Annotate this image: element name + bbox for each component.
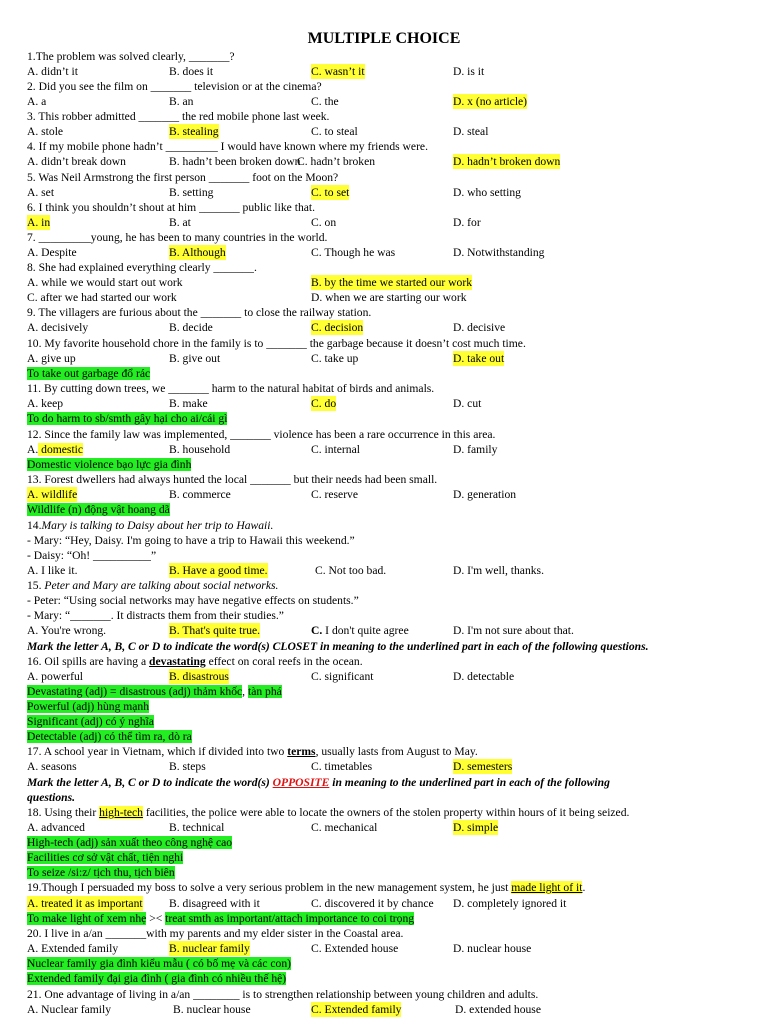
option-a-answer: A. domestic — [27, 443, 84, 456]
question-17-stem: 17. A school year in Vietnam, which if divided into two terms, usually lasts from August to May. — [27, 745, 478, 758]
section-instruction: Mark the letter A, B, C or D to indicate the word(s) OPPOSITE in meaning to the underlined part in each of the following — [27, 776, 610, 789]
option-d: D. I'm not sure about that. — [453, 624, 574, 637]
question-15-options — [27, 623, 747, 638]
option-a: A. seasons — [27, 760, 77, 773]
question-15-intro: 15. Peter and Mary are talking about social networks. — [27, 579, 279, 592]
question-19-stem: 19.Though I persuaded my boss to solve a very serious problem in the new management system, he just made light of it. — [27, 881, 586, 894]
option-b: B. does it — [169, 65, 214, 78]
option-d-answer: D. take out — [453, 352, 505, 365]
question-3-options — [27, 124, 747, 139]
vocab-note: Powerful (adj) hùng mạnh — [27, 700, 150, 713]
option-a-answer: A. in — [27, 216, 51, 229]
vocab-note: Facilities cơ sở vật chất, tiện nghi — [27, 851, 184, 864]
option-b-answer: B. nuclear family — [169, 942, 250, 955]
keyword-opposite: OPPOSITE — [272, 776, 330, 789]
option-b: B. decide — [169, 321, 213, 334]
vocab-note: High-tech (adj) sản xuất theo công nghệ cao — [27, 836, 233, 849]
option-d: D. Notwithstanding — [453, 246, 545, 259]
option-c-answer: C. do — [311, 397, 337, 410]
question-8-options-row1 — [27, 275, 747, 290]
question-18-stem: 18. Using their high-tech facilities, the police were able to locate the owners of the stolen property within hours of it being seized. — [27, 806, 630, 819]
section-instruction-cont: questions. — [27, 791, 75, 804]
question-6-options — [27, 215, 747, 230]
question-20-stem: 20. I live in a/an _______with my parents and my elder sister in the Coastal area. — [27, 927, 404, 940]
option-a-answer: A. treated it as important — [27, 897, 143, 910]
option-b-answer: B. Have a good time. — [169, 564, 268, 577]
option-d: D. I'm well, thanks. — [453, 564, 544, 577]
option-d: D. is it — [453, 65, 485, 78]
question-12-stem: 12. Since the family law was implemented, _______ violence has been a rare occurrence in this area. — [27, 428, 496, 441]
option-a: A. You're wrong. — [27, 624, 107, 637]
option-c: C. to steal — [311, 125, 358, 138]
question-13-options — [27, 487, 747, 502]
question-8-options-row2 — [27, 290, 747, 305]
question-8-stem: 8. She had explained everything clearly _______. — [27, 261, 257, 274]
option-b: B. setting — [169, 186, 214, 199]
option-d: D. when we are starting our work — [311, 291, 467, 304]
option-a: A. powerful — [27, 670, 84, 683]
option-b: B. give out — [169, 352, 221, 365]
underlined-word: devastating — [149, 655, 206, 668]
option-a-answer: A. wildlife — [27, 488, 78, 501]
question-7-options — [27, 245, 747, 260]
vocab-note: To take out garbage đổ rác — [27, 367, 151, 380]
option-c: C. Extended house — [311, 942, 399, 955]
vocab-note: Domestic violence bạo lực gia đình — [27, 458, 192, 471]
vocab-note: Significant (adj) có ý nghĩa — [27, 715, 154, 728]
option-c: C. I don't quite agree — [311, 624, 409, 637]
option-b: B. an — [169, 95, 194, 108]
section-instruction: Mark the letter A, B, C or D to indicate the word(s) CLOSET in meaning to the underlined part in each of the following questions. — [27, 640, 649, 653]
option-d: D. steal — [453, 125, 489, 138]
option-b-answer: B. by the time we started our work — [311, 276, 472, 289]
question-10-stem: 10. My favorite household chore in the family is to _______ the garbage because it doesn’t cost much time. — [27, 337, 526, 350]
option-c: C. after we had started our work — [27, 291, 177, 304]
question-2-options — [27, 94, 747, 109]
question-10-options — [27, 351, 747, 366]
option-c: C. mechanical — [311, 821, 378, 834]
option-d-answer: D. x (no article) — [453, 95, 528, 108]
question-20-options — [27, 941, 747, 956]
option-c: C. Though he was — [311, 246, 396, 259]
option-b: B. disagreed with it — [169, 897, 260, 910]
question-6-stem: 6. I think you shouldn’t shout at him _______ public like that. — [27, 201, 316, 214]
option-d: D. generation — [453, 488, 517, 501]
question-4-options — [27, 154, 747, 169]
option-b: B. nuclear house — [173, 1003, 251, 1016]
option-c-answer: C. Extended family — [311, 1003, 402, 1016]
option-d: D. cut — [453, 397, 482, 410]
option-c: C. timetables — [311, 760, 373, 773]
question-16-stem: 16. Oil spills are having a devastating effect on coral reefs in the ocean. — [27, 655, 363, 668]
question-11-stem: 11. By cutting down trees, we _______ harm to the natural habitat of birds and animals. — [27, 382, 435, 395]
option-d: D. decisive — [453, 321, 506, 334]
option-d: D. for — [453, 216, 481, 229]
question-5-options — [27, 185, 747, 200]
option-a: A. Despite — [27, 246, 77, 259]
dialogue-line: - Mary: “_______. It distracts them from their studies.” — [27, 609, 284, 622]
vocab-note: Extended family đại gia đình ( gia đình có nhiều thế hệ) — [27, 972, 287, 985]
page-title: MULTIPLE CHOICE — [307, 30, 461, 47]
question-5-stem: 5. Was Neil Armstrong the first person _______ foot on the Moon? — [27, 171, 339, 184]
option-b-answer: B. disastrous — [169, 670, 229, 683]
vocab-note: Nuclear family gia đình kiểu mẫu ( có bố mẹ và các con) — [27, 957, 291, 970]
vocab-note: To make light of xem nhẹ >< treat smth as important/attach importance to coi trọng — [27, 912, 415, 925]
vocab-note: Wildlife (n) động vật hoang dã — [27, 503, 170, 516]
question-21-options — [27, 1002, 747, 1017]
dialogue-line: - Daisy: “Oh! __________” — [27, 549, 157, 562]
option-d: D. completely ignored it — [453, 897, 567, 910]
option-a: A. didn’t it — [27, 65, 78, 78]
question-1-stem: 1.The problem was solved clearly, _______? — [27, 50, 235, 63]
question-7-stem: 7. _________young, he has been to many countries in the world. — [27, 231, 328, 244]
option-d: D. family — [453, 443, 498, 456]
option-b-answer: B. Although — [169, 246, 226, 259]
option-d-answer: D. hadn’t broken down — [453, 155, 561, 168]
option-c-answer: C. to set — [311, 186, 350, 199]
option-a: A. a — [27, 95, 47, 108]
question-9-options — [27, 320, 747, 335]
vocab-note: To seize /si:z/ tịch thu, tịch biên — [27, 866, 175, 879]
option-a: A. give up — [27, 352, 76, 365]
option-b-answer: B. stealing — [169, 125, 219, 138]
question-19-options — [27, 896, 747, 911]
option-c: C. hadn’t broken — [297, 155, 376, 168]
option-d-answer: D. semesters — [453, 760, 513, 773]
option-c-answer: C. wasn’t it — [311, 65, 365, 78]
question-4-stem: 4. If my mobile phone hadn’t _________ I would have known where my friends were. — [27, 140, 428, 153]
question-17-options — [27, 759, 747, 774]
option-d: D. nuclear house — [453, 942, 532, 955]
underlined-word: high-tech — [99, 806, 143, 819]
question-1-options — [27, 64, 747, 79]
option-d: D. who setting — [453, 186, 521, 199]
question-2-stem: 2. Did you see the film on _______ television or at the cinema? — [27, 80, 322, 93]
option-a: A. Extended family — [27, 942, 119, 955]
option-d-answer: D. simple — [453, 821, 499, 834]
question-12-options — [27, 442, 747, 457]
option-a: A. advanced — [27, 821, 85, 834]
question-13-stem: 13. Forest dwellers had always hunted the local _______ but their needs had been small. — [27, 473, 438, 486]
option-a: A. decisively — [27, 321, 89, 334]
option-a: A. stole — [27, 125, 64, 138]
question-14-intro: 14.Mary is talking to Daisy about her trip to Hawaii. — [27, 519, 274, 532]
option-c: C. on — [311, 216, 337, 229]
option-a: A. keep — [27, 397, 64, 410]
dialogue-line: - Peter: “Using social networks may have negative effects on students.” — [27, 594, 359, 607]
underlined-word: made light of it — [511, 881, 583, 894]
option-c-answer: C. decision — [311, 321, 364, 334]
vocab-note: To do harm to sb/smth gây hại cho ai/cái gì — [27, 412, 228, 425]
option-c: C. Not too bad. — [315, 564, 387, 577]
question-16-options — [27, 669, 747, 684]
dialogue-line: - Mary: “Hey, Daisy. I'm going to have a trip to Hawaii this weekend.” — [27, 534, 355, 547]
option-c: C. reserve — [311, 488, 358, 501]
question-11-options — [27, 396, 747, 411]
option-b: B. commerce — [169, 488, 231, 501]
option-a: A. while we would start out work — [27, 276, 183, 289]
option-b: B. at — [169, 216, 191, 229]
underlined-word: terms — [287, 745, 316, 758]
vocab-note: Detectable (adj) có thể tìm ra, dò ra — [27, 730, 192, 743]
option-b: B. technical — [169, 821, 225, 834]
option-b: B. hadn’t been broken down — [169, 155, 301, 168]
option-c: C. the — [311, 95, 339, 108]
option-a: A. didn’t break down — [27, 155, 126, 168]
option-a: A. set — [27, 186, 55, 199]
option-c: C. significant — [311, 670, 374, 683]
option-c: C. internal — [311, 443, 360, 456]
question-9-stem: 9. The villagers are furious about the _______ to close the railway station. — [27, 306, 372, 319]
option-b: B. household — [169, 443, 231, 456]
option-b: B. make — [169, 397, 208, 410]
option-b: B. steps — [169, 760, 206, 773]
option-a: A. Nuclear family — [27, 1003, 112, 1016]
question-21-stem: 21. One advantage of living in a/an ________ is to strengthen relationship between young children and adults. — [27, 988, 539, 1001]
question-18-options — [27, 820, 747, 835]
question-14-options — [27, 563, 747, 578]
question-3-stem: 3. This robber admitted _______ the red mobile phone last week. — [27, 110, 330, 123]
option-c: C. discovered it by chance — [311, 897, 434, 910]
option-b-answer: B. That's quite true. — [169, 624, 261, 637]
option-a: A. I like it. — [27, 564, 78, 577]
option-d: D. detectable — [453, 670, 515, 683]
vocab-note: Devastating (adj) = disastrous (adj) thảm khốc, tàn phá — [27, 685, 282, 698]
option-d: D. extended house — [455, 1003, 541, 1016]
option-c: C. take up — [311, 352, 359, 365]
